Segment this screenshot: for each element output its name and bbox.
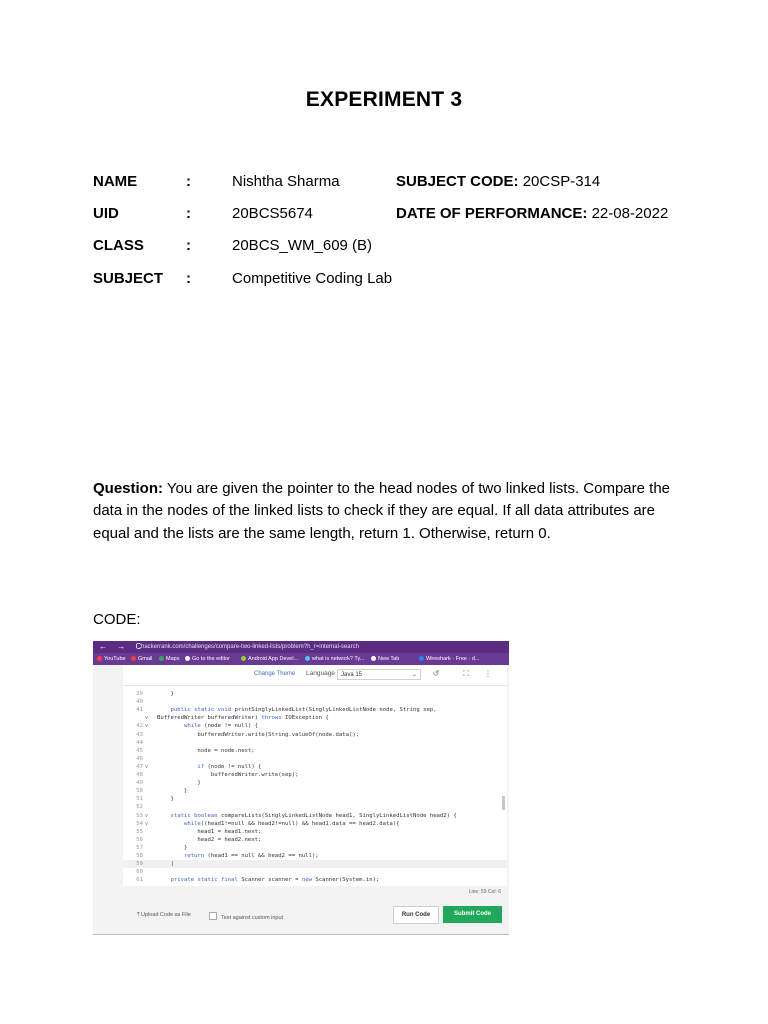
code-text: head1 = head1.next; bbox=[157, 828, 262, 835]
code-text: | bbox=[157, 861, 174, 868]
uid-colon: : bbox=[186, 205, 191, 222]
uid-value: 20BCS5674 bbox=[232, 205, 313, 222]
wireshark-icon bbox=[419, 656, 424, 661]
line-number: 58 bbox=[136, 853, 143, 859]
gmail-icon bbox=[131, 656, 136, 661]
bookmark-gmail[interactable]: Gmail bbox=[131, 655, 152, 663]
line-number: 40 bbox=[136, 699, 143, 706]
line-number: 61 bbox=[136, 877, 143, 884]
code-line bbox=[123, 739, 507, 747]
subject-colon: : bbox=[186, 270, 191, 287]
code-line bbox=[123, 860, 507, 868]
browser-nav-icons[interactable]: ← → C bbox=[99, 642, 146, 651]
code-text: if (node != null) { bbox=[197, 763, 262, 770]
code-line bbox=[123, 820, 507, 828]
editor-icon bbox=[185, 656, 190, 661]
date-label: DATE OF PERFORMANCE: bbox=[396, 205, 588, 222]
line-number: 39 bbox=[136, 691, 143, 697]
uid-label: UID bbox=[93, 205, 119, 222]
code-line bbox=[123, 836, 507, 844]
code-line bbox=[123, 755, 507, 763]
custom-input-checkbox[interactable]: Test against custom input bbox=[209, 912, 283, 921]
bookmark-network[interactable]: what is network? Ty... bbox=[305, 655, 364, 663]
more-options-icon[interactable]: ⋮ bbox=[484, 669, 492, 678]
code-line bbox=[123, 698, 507, 706]
language-select[interactable]: Java 15 ⌄ bbox=[337, 669, 421, 680]
name-colon: : bbox=[186, 173, 191, 190]
line-number: 44 bbox=[136, 739, 143, 746]
subject-label: SUBJECT bbox=[93, 270, 164, 287]
line-number: 49 bbox=[136, 780, 143, 787]
cursor-status: Line: 59 Col: 6 bbox=[468, 889, 501, 895]
fullscreen-icon[interactable]: ⛶ bbox=[463, 669, 469, 678]
code-text: } bbox=[157, 788, 188, 795]
android-icon bbox=[241, 656, 246, 661]
code-line bbox=[123, 747, 507, 755]
code-text: public static void printSinglyLinkedList(SinglyLinkedListNode node, String sep, bbox=[170, 707, 437, 714]
address-bar[interactable]: hackerrank.com/challenges/compare-two-linked-lists/problem?h_r=internal-search bbox=[141, 644, 359, 650]
class-value: 20BCS_WM_609 (B) bbox=[232, 237, 373, 254]
bookmark-editor[interactable]: Go to the editor bbox=[185, 655, 230, 663]
fold-toggle-icon[interactable]: v bbox=[145, 723, 149, 730]
bookmark-new-tab[interactable]: New Tab bbox=[371, 655, 399, 663]
code-line bbox=[123, 731, 507, 739]
line-number: 56 bbox=[136, 836, 143, 843]
code-line bbox=[123, 812, 507, 820]
code-line bbox=[123, 828, 507, 836]
line-number: 47 bbox=[136, 763, 143, 770]
bookmark-wireshark[interactable]: Wireshark · Free · d... bbox=[419, 655, 479, 663]
fold-toggle-icon[interactable]: v bbox=[145, 763, 149, 770]
fold-toggle-icon[interactable]: v bbox=[145, 812, 149, 819]
network-icon bbox=[305, 656, 310, 661]
fold-toggle-icon[interactable]: v bbox=[145, 715, 149, 722]
line-number: 57 bbox=[136, 844, 143, 851]
code-text: } bbox=[157, 796, 174, 803]
name-label: NAME bbox=[93, 173, 138, 190]
code-text: bufferedWriter.write(String.valueOf(node.data)); bbox=[157, 731, 360, 738]
name-value: Nishtha Sharma bbox=[232, 173, 340, 190]
date-of-performance bbox=[396, 204, 668, 224]
date-value: 22-08-2022 bbox=[591, 205, 669, 222]
line-number: 55 bbox=[136, 828, 143, 835]
fold-toggle-icon[interactable]: v bbox=[145, 820, 149, 827]
code-line bbox=[123, 803, 507, 811]
code-line bbox=[123, 771, 507, 779]
line-number: 48 bbox=[136, 772, 143, 778]
code-text: bufferedWriter.write(sep); bbox=[157, 772, 299, 778]
code-line bbox=[123, 706, 507, 714]
code-editor[interactable] bbox=[123, 686, 507, 886]
line-number: 50 bbox=[136, 788, 143, 795]
subject-code-value: 20CSP-314 bbox=[522, 173, 601, 190]
code-line bbox=[123, 690, 507, 698]
code-label: CODE: bbox=[93, 611, 141, 628]
code-text: } bbox=[157, 780, 201, 787]
editor-footer bbox=[93, 896, 509, 934]
document-title: EXPERIMENT 3 bbox=[305, 88, 463, 111]
code-text: while((head1!=null && head2!=null) && head1.data == head2.data){ bbox=[183, 820, 400, 827]
question-text: You are given the pointer to the head nodes of two linked lists. Compare the data in the nodes of the linked lists to check if they are equal. If all data attributes are equal and the lists are the same length, return 1. Otherwise, return 0. bbox=[93, 480, 671, 542]
code-line bbox=[123, 779, 507, 787]
code-text: static boolean compareLists(SinglyLinkedListNode head1, SinglyLinkedListNode head2) { bbox=[170, 812, 457, 819]
globe-icon bbox=[371, 656, 376, 661]
code-text: BufferedWriter bufferedWriter) throws IOException { bbox=[157, 715, 329, 722]
code-text: while (node != null) { bbox=[183, 723, 259, 730]
chevron-down-icon: ⌄ bbox=[411, 672, 417, 678]
code-text: head2 = head2.next; bbox=[157, 836, 262, 843]
browser-toolbar bbox=[93, 641, 509, 653]
code-line bbox=[123, 787, 507, 795]
line-number: 54 bbox=[136, 820, 143, 827]
line-number: 43 bbox=[136, 731, 143, 738]
reset-icon[interactable]: ↺ bbox=[432, 669, 440, 678]
line-number: 41 bbox=[136, 707, 143, 714]
code-line bbox=[123, 714, 507, 722]
line-number: 51 bbox=[136, 796, 143, 803]
change-theme-link[interactable]: Change Theme bbox=[254, 671, 296, 677]
code-line bbox=[123, 844, 507, 852]
code-text: } bbox=[157, 691, 174, 697]
code-text: return (head1 == null && head2 == null); bbox=[183, 853, 319, 859]
class-colon: : bbox=[186, 237, 191, 254]
bookmarks-bar bbox=[93, 653, 509, 665]
bookmark-youtube[interactable]: YouTube bbox=[97, 655, 126, 663]
upload-code-link[interactable]: ⤒ Upload Code as File bbox=[137, 912, 191, 918]
line-number: 59 bbox=[136, 861, 143, 868]
line-number: 60 bbox=[136, 869, 143, 876]
checkbox-icon bbox=[209, 912, 217, 920]
youtube-icon bbox=[97, 656, 102, 661]
line-number: 45 bbox=[136, 747, 143, 754]
upload-icon: ⤒ bbox=[137, 912, 141, 918]
class-label: CLASS bbox=[93, 237, 144, 254]
bookmark-android[interactable]: Android App Devel... bbox=[241, 655, 298, 663]
bookmark-maps[interactable]: Maps bbox=[159, 655, 179, 663]
code-line bbox=[123, 876, 507, 884]
question-paragraph bbox=[93, 478, 683, 545]
code-screenshot bbox=[93, 641, 509, 935]
submit-code-button[interactable]: Submit Code bbox=[443, 906, 502, 923]
subject-value: Competitive Coding Lab bbox=[232, 270, 393, 287]
line-number: 46 bbox=[136, 755, 143, 762]
code-line bbox=[123, 852, 507, 860]
code-line bbox=[123, 722, 507, 730]
line-number: 52 bbox=[136, 804, 143, 811]
code-text: private static final Scanner scanner = new Scanner(System.in); bbox=[170, 877, 380, 884]
line-number: 53 bbox=[136, 812, 143, 819]
code-text: } bbox=[157, 844, 188, 851]
code-line bbox=[123, 795, 507, 803]
code-line bbox=[123, 763, 507, 771]
subject-code bbox=[396, 172, 600, 192]
maps-icon bbox=[159, 656, 164, 661]
run-code-button[interactable]: Run Code bbox=[393, 906, 439, 924]
language-label: Language bbox=[306, 670, 335, 677]
code-text: node = node.next; bbox=[157, 747, 255, 754]
subject-code-label: SUBJECT CODE: bbox=[396, 173, 519, 190]
question-label: Question: bbox=[93, 480, 163, 497]
line-number: 42 bbox=[136, 723, 143, 730]
code-line bbox=[123, 868, 507, 876]
editor-toolbar bbox=[123, 665, 507, 686]
